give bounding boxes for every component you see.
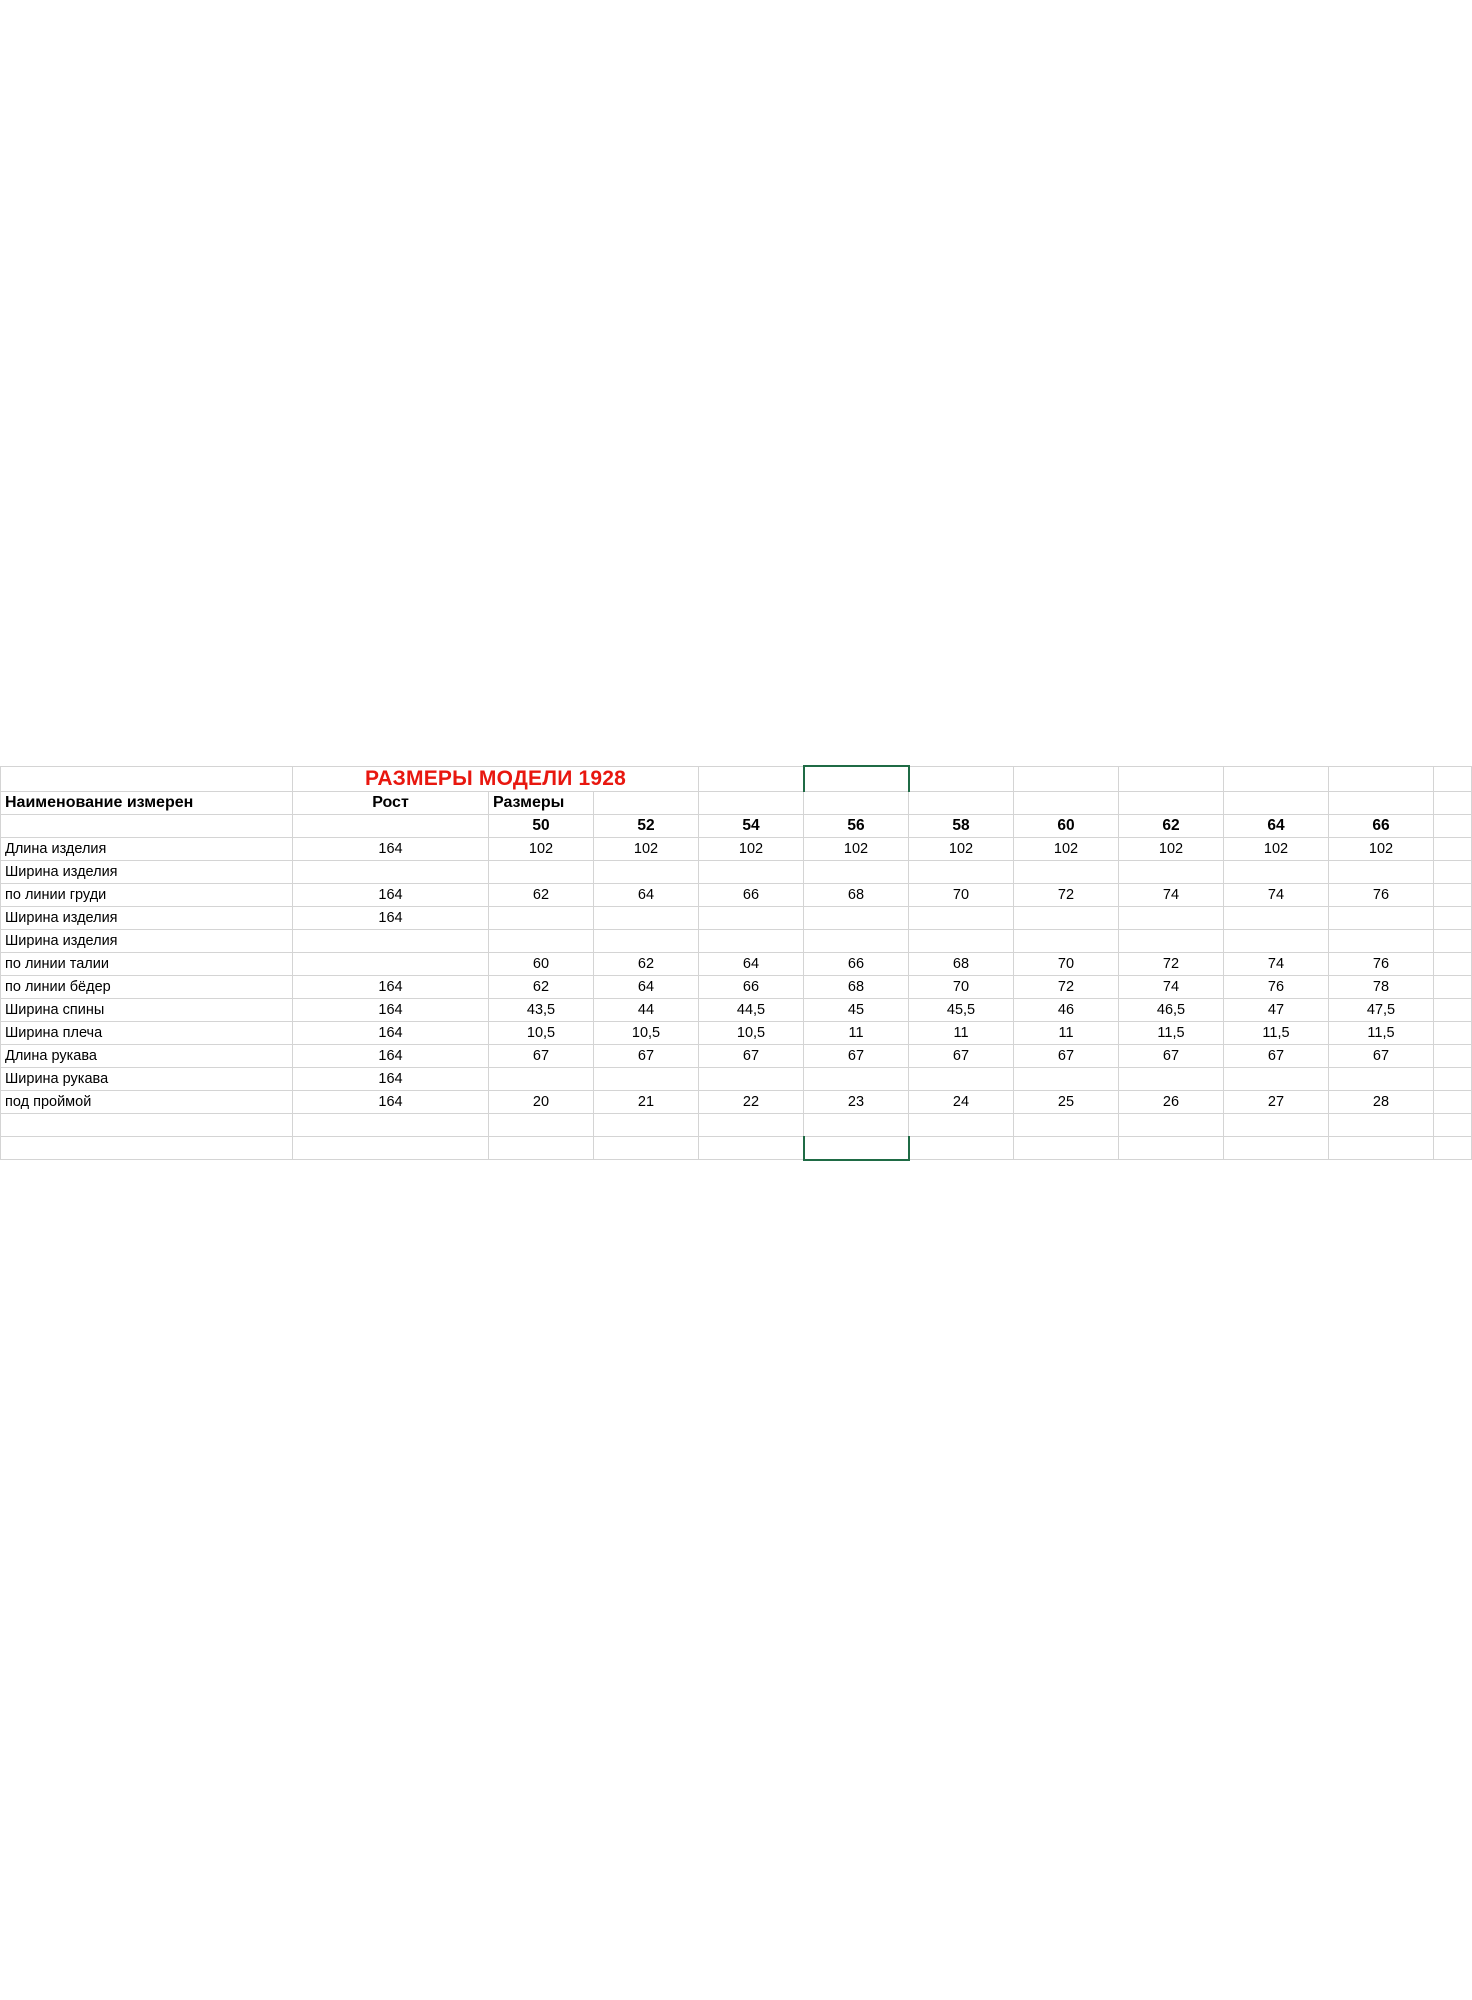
cell-56: 66 [804, 952, 909, 975]
row-label: Длина изделия [1, 837, 293, 860]
row-label: Ширина рукава [1, 1067, 293, 1090]
cell-54: 102 [699, 837, 804, 860]
empty-cell [1, 1113, 293, 1136]
cell-60 [1014, 1067, 1119, 1090]
title-cell-e [699, 766, 804, 791]
header-cell-f [804, 791, 909, 814]
size-header-62: 62 [1119, 814, 1224, 837]
row-height: 164 [293, 975, 489, 998]
header-measurement-name: Наименование измерен [1, 791, 293, 814]
title-spacer-cell [1, 766, 293, 791]
title-cell-l [1434, 766, 1472, 791]
cell-62: 72 [1119, 952, 1224, 975]
cell-54 [699, 1067, 804, 1090]
table-row [1, 975, 1472, 998]
title-cell-k [1329, 766, 1434, 791]
row-height: 164 [293, 1090, 489, 1113]
cell-54: 66 [699, 975, 804, 998]
cell-54: 66 [699, 883, 804, 906]
cell-64 [1224, 929, 1329, 952]
cell-56: 23 [804, 1090, 909, 1113]
cell-52: 67 [594, 1044, 699, 1067]
title-cell-i [1119, 766, 1224, 791]
row-trailing-cell [1434, 860, 1472, 883]
size-header-54: 54 [699, 814, 804, 837]
cell-64: 67 [1224, 1044, 1329, 1067]
row-label: Ширина изделия [1, 906, 293, 929]
cell-60 [1014, 860, 1119, 883]
cell-50: 43,5 [489, 998, 594, 1021]
empty-row [1, 1136, 1472, 1160]
cell-56: 67 [804, 1044, 909, 1067]
empty-cell [489, 1136, 594, 1160]
cell-62: 74 [1119, 883, 1224, 906]
cell-50: 102 [489, 837, 594, 860]
cell-62 [1119, 906, 1224, 929]
cell-64 [1224, 860, 1329, 883]
header-cell-d [594, 791, 699, 814]
cell-60: 46 [1014, 998, 1119, 1021]
row-trailing-cell [1434, 883, 1472, 906]
header-cell-k [1329, 791, 1434, 814]
cell-52 [594, 906, 699, 929]
title-cell-g [909, 766, 1014, 791]
cell-62: 46,5 [1119, 998, 1224, 1021]
header-cell-e [699, 791, 804, 814]
empty-row [1, 1113, 1472, 1136]
header-cell-h [1014, 791, 1119, 814]
cell-58 [909, 906, 1014, 929]
row-label: по линии груди [1, 883, 293, 906]
empty-cell [1224, 1136, 1329, 1160]
cell-50 [489, 906, 594, 929]
empty-cell [1434, 1113, 1472, 1136]
row-label: Ширина спины [1, 998, 293, 1021]
size-header-50: 50 [489, 814, 594, 837]
cell-50 [489, 860, 594, 883]
row-label: Ширина изделия [1, 929, 293, 952]
row-height: 164 [293, 998, 489, 1021]
size-row-cell-l [1434, 814, 1472, 837]
cell-66: 47,5 [1329, 998, 1434, 1021]
cell-52: 44 [594, 998, 699, 1021]
cell-56: 68 [804, 975, 909, 998]
empty-cell [1329, 1113, 1434, 1136]
cell-60: 25 [1014, 1090, 1119, 1113]
table-row [1, 1090, 1472, 1113]
selection-marker-bottom [804, 1136, 909, 1160]
row-label: Ширина плеча [1, 1021, 293, 1044]
row-height: 164 [293, 1044, 489, 1067]
cell-66: 67 [1329, 1044, 1434, 1067]
empty-cell [1119, 1136, 1224, 1160]
empty-cell [594, 1113, 699, 1136]
row-height: 164 [293, 883, 489, 906]
size-row-label-blank [1, 814, 293, 837]
row-height: 164 [293, 906, 489, 929]
row-label: по линии бёдер [1, 975, 293, 998]
row-trailing-cell [1434, 1067, 1472, 1090]
cell-56: 102 [804, 837, 909, 860]
cell-54: 67 [699, 1044, 804, 1067]
header-cell-l [1434, 791, 1472, 814]
cell-58: 70 [909, 975, 1014, 998]
cell-56 [804, 860, 909, 883]
cell-50: 62 [489, 883, 594, 906]
cell-50: 10,5 [489, 1021, 594, 1044]
table-row [1, 1044, 1472, 1067]
cell-54: 22 [699, 1090, 804, 1113]
table-row [1, 1021, 1472, 1044]
cell-64: 11,5 [1224, 1021, 1329, 1044]
row-height: 164 [293, 837, 489, 860]
cell-50: 60 [489, 952, 594, 975]
cell-62: 102 [1119, 837, 1224, 860]
cell-66: 102 [1329, 837, 1434, 860]
cell-50 [489, 1067, 594, 1090]
row-trailing-cell [1434, 1044, 1472, 1067]
empty-cell [1119, 1113, 1224, 1136]
size-header-66: 66 [1329, 814, 1434, 837]
size-header-60: 60 [1014, 814, 1119, 837]
title-cell-j [1224, 766, 1329, 791]
empty-cell [1, 1136, 293, 1160]
table-row [1, 929, 1472, 952]
header-cell-i [1119, 791, 1224, 814]
table-row [1, 837, 1472, 860]
table-row [1, 860, 1472, 883]
cell-56 [804, 929, 909, 952]
empty-cell [1434, 1136, 1472, 1160]
cell-52: 102 [594, 837, 699, 860]
row-trailing-cell [1434, 929, 1472, 952]
empty-cell [699, 1136, 804, 1160]
cell-58 [909, 860, 1014, 883]
cell-52: 62 [594, 952, 699, 975]
cell-54 [699, 860, 804, 883]
cell-52: 64 [594, 975, 699, 998]
cell-58: 68 [909, 952, 1014, 975]
cell-66: 78 [1329, 975, 1434, 998]
cell-60 [1014, 929, 1119, 952]
row-trailing-cell [1434, 975, 1472, 998]
empty-cell [909, 1136, 1014, 1160]
cell-50: 20 [489, 1090, 594, 1113]
cell-66: 28 [1329, 1090, 1434, 1113]
cell-62 [1119, 929, 1224, 952]
table-header-row [1, 791, 1472, 814]
cell-54 [699, 906, 804, 929]
cell-62: 26 [1119, 1090, 1224, 1113]
cell-60: 72 [1014, 883, 1119, 906]
cell-52 [594, 929, 699, 952]
row-trailing-cell [1434, 998, 1472, 1021]
cell-58 [909, 1067, 1014, 1090]
empty-cell [1014, 1113, 1119, 1136]
table-row [1, 952, 1472, 975]
row-height: 164 [293, 1067, 489, 1090]
row-label: Длина рукава [1, 1044, 293, 1067]
cell-58: 24 [909, 1090, 1014, 1113]
row-height: 164 [293, 1021, 489, 1044]
header-height: Рост [293, 791, 489, 814]
header-cell-g [909, 791, 1014, 814]
cell-64: 74 [1224, 883, 1329, 906]
cell-66 [1329, 906, 1434, 929]
size-header-52: 52 [594, 814, 699, 837]
cell-54: 44,5 [699, 998, 804, 1021]
cell-62 [1119, 860, 1224, 883]
cell-62: 67 [1119, 1044, 1224, 1067]
cell-66 [1329, 860, 1434, 883]
row-trailing-cell [1434, 906, 1472, 929]
title-cell-h [1014, 766, 1119, 791]
cell-62: 74 [1119, 975, 1224, 998]
cell-64 [1224, 906, 1329, 929]
size-row-height-blank [293, 814, 489, 837]
cell-58: 45,5 [909, 998, 1014, 1021]
empty-cell [1329, 1136, 1434, 1160]
row-height [293, 952, 489, 975]
cell-64: 74 [1224, 952, 1329, 975]
header-sizes: Размеры [489, 791, 594, 814]
cell-60: 67 [1014, 1044, 1119, 1067]
cell-52: 21 [594, 1090, 699, 1113]
cell-54 [699, 929, 804, 952]
row-trailing-cell [1434, 1021, 1472, 1044]
cell-64: 47 [1224, 998, 1329, 1021]
cell-52 [594, 860, 699, 883]
size-header-row [1, 814, 1472, 837]
cell-64: 76 [1224, 975, 1329, 998]
cell-62 [1119, 1067, 1224, 1090]
table-row [1, 883, 1472, 906]
cell-50: 67 [489, 1044, 594, 1067]
cell-60: 102 [1014, 837, 1119, 860]
empty-cell [1224, 1113, 1329, 1136]
cell-56 [804, 1067, 909, 1090]
cell-66 [1329, 1067, 1434, 1090]
cell-56: 11 [804, 1021, 909, 1044]
row-height [293, 860, 489, 883]
empty-cell [804, 1113, 909, 1136]
size-header-58: 58 [909, 814, 1014, 837]
table-row [1, 906, 1472, 929]
empty-cell [293, 1136, 489, 1160]
row-label: по линии талии [1, 952, 293, 975]
cell-58: 102 [909, 837, 1014, 860]
cell-58 [909, 929, 1014, 952]
cell-66: 76 [1329, 883, 1434, 906]
cell-60 [1014, 906, 1119, 929]
row-trailing-cell [1434, 952, 1472, 975]
empty-cell [293, 1113, 489, 1136]
cell-66: 76 [1329, 952, 1434, 975]
cell-64: 102 [1224, 837, 1329, 860]
empty-cell [489, 1113, 594, 1136]
cell-50 [489, 929, 594, 952]
cell-60: 11 [1014, 1021, 1119, 1044]
empty-cell [594, 1136, 699, 1160]
document-title: РАЗМЕРЫ МОДЕЛИ 1928 [293, 766, 699, 791]
cell-56: 45 [804, 998, 909, 1021]
cell-66 [1329, 929, 1434, 952]
cell-66: 11,5 [1329, 1021, 1434, 1044]
header-cell-j [1224, 791, 1329, 814]
cell-52: 64 [594, 883, 699, 906]
cell-62: 11,5 [1119, 1021, 1224, 1044]
row-trailing-cell [1434, 837, 1472, 860]
cell-56 [804, 906, 909, 929]
cell-58: 11 [909, 1021, 1014, 1044]
cell-64 [1224, 1067, 1329, 1090]
cell-50: 62 [489, 975, 594, 998]
cell-54: 10,5 [699, 1021, 804, 1044]
empty-cell [699, 1113, 804, 1136]
empty-cell [1014, 1136, 1119, 1160]
cell-58: 67 [909, 1044, 1014, 1067]
empty-cell [909, 1113, 1014, 1136]
size-header-56: 56 [804, 814, 909, 837]
cell-56: 68 [804, 883, 909, 906]
selection-marker-top [804, 766, 909, 791]
row-label: Ширина изделия [1, 860, 293, 883]
cell-52 [594, 1067, 699, 1090]
cell-60: 72 [1014, 975, 1119, 998]
size-header-64: 64 [1224, 814, 1329, 837]
size-table [0, 765, 1472, 1161]
cell-58: 70 [909, 883, 1014, 906]
row-trailing-cell [1434, 1090, 1472, 1113]
row-height [293, 929, 489, 952]
table-row [1, 998, 1472, 1021]
table-title-row [1, 766, 1472, 791]
cell-64: 27 [1224, 1090, 1329, 1113]
table-row [1, 1067, 1472, 1090]
cell-60: 70 [1014, 952, 1119, 975]
cell-52: 10,5 [594, 1021, 699, 1044]
row-label: под проймой [1, 1090, 293, 1113]
cell-54: 64 [699, 952, 804, 975]
size-table-container [0, 765, 1396, 1161]
